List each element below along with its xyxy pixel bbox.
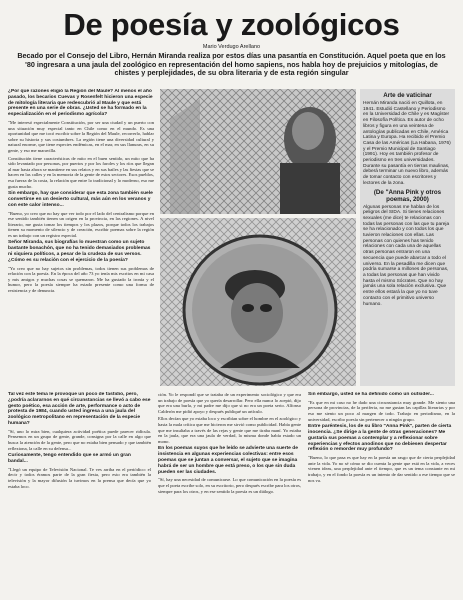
answer-paragraph: "Sí, hay una necesidad de comunicarse. Lo que comunicación en la poesía es que el poeta escribe solo, en su escritorio, pero después escribe para los otros, siempre para los otros, y en ese sentido la poesía es un diálogo. <box>158 477 301 494</box>
sidebar-poem: Algunas personas me hablan de los peligros del SIDA. Si tienes relaciones sexuales (me dice) te relacionas con todas las personas con las que tu pareja se ha relacionado y con todos los que tuvieron relaciones con ellas. Las personas con quienes has tenido relaciones con cada una de aquellas otras personas entraron en una secuencia que puede abarcar a todo el universo. En la pesadilla me dicen que podría sumarse a millones de personas, a todas las personas que han vivido hasta el mismo Sócrates. Que no hay jamás una sola relación exclusiva. Que entre ellos estará la que yo no tuve contacto con el primitivo universo humano. <box>363 204 450 307</box>
sidebar-bio: Hernán Miranda nació en Quillota, en 1941. Estudió Castellano y Periodismo en la Universidad de Chile y es Magíster en Filosofía Política. Es autor de ocho libros y figura en una veintena de antologías publicadas en Chile, América Latina y Europa. Ha recibido el Premio Casa de las Américas (La Habana, 1976) y el Premio Municipal de Santiago (1991). Hoy es también profesor de periodismo en tres universidades. Durante su pasantía en tierras maulinas, deberá terminar un nuevo libro, además de tomar contacto con escritores y lectores de la zona. <box>363 101 451 186</box>
mirror-image <box>160 218 356 386</box>
question-paragraph: Curiosamente, tengo entendido que se armó un gran bandal... <box>8 453 131 464</box>
byline: Mario Verdugo Arellano <box>202 44 261 50</box>
bottom-column-1 <box>8 392 151 594</box>
answer-paragraph: "Bueno, yo creo que no hay que ver todo por el lado del centralismo porque en ese sentido también tienen un origen en la provincia, en las regiones. A nivel literario, me gusta tomar los tiempos y los plazos, porque todos los trabajos tienen su momento de silencio y de creación, escribir poemas sobre la región es un trabajo con un registro especial. <box>8 210 154 238</box>
photo-image <box>160 89 356 214</box>
lead-paragraph: Becado por el Consejo del Libro, Hernán Miranda realiza por estos días una pasantía en Constitución. Aquel poeta que en los '80 ingresara a una jaula del zoológico en representación del homo sapiens, nos habla hoy de prejuicios y mitologías, de chistes y perplejidades, de su obra literaria y de esta región singular <box>17 51 446 78</box>
answer-paragraph: "Llegó un equipo de Televisión Nacional. Te ves arriba en el periódico: el decir y todos éramos parte de la gran fiesta, pero esto era también la televisión y la mayor difusión la tuvimos en la prensa que decía que yo estaba loco. <box>8 466 151 489</box>
photo-poet-top <box>160 89 356 214</box>
question-paragraph: Sin embargo, hay que considerar que esta zona también suele convertirse en un desierto cultural, más aún en los veranos y con este calor intenso... <box>8 191 153 208</box>
answer-paragraph: "Bueno, lo que pasa es que hay en la poesía un rasgo que de cierta perplejidad ante la vida. Yo no sé cómo se dio cuenta la gente que está en la vida, a veces vienen ideas, una perplejidad ante el tiempo, que es un tema constante en mi trabajo, y en el fondo la poesía es un intento de dar sentido a ese tiempo que se nos va. <box>308 455 455 483</box>
sidebar-box <box>360 89 455 386</box>
question-paragraph: Sin embargo, usted se ha definido como un outsider... <box>308 392 434 397</box>
question-paragraph: Entre paréntesis, los de su libro "Anna Pink", parten de cierta inocencia. ¿Se dirige a la gente de otras generaciones? Me gustaría sus poemas a contemplar y a reflexionar sobre experiencias y efectos anodinos que no debiesen despertar reflexión o remorder muy profundo? <box>308 424 452 453</box>
sidebar-poem-title: (De "Anna Pink y otros poemas, 2000) <box>373 188 442 203</box>
answer-paragraph: ción. Yo le respondí que se trataba de un experimento sociológico y que era un trabajo de poesía que yo quería desarrollar. Pero ella nunca lo aceptó, dijo que era una burla, y mi padre me dijo que si no era un poeta serio. Alfonso Calderón me pidió apoyo y después publiqué un artículo. <box>158 392 301 414</box>
question-paragraph: Señor Miranda, sus biografías lo muestran como un sujeto bastante bonachón, que no ha tenido demasiados problemas ni siquiera políticos, a pesar de la crudeza de sus versos. ¿Cómo es su relación con el ejercicio de la poesía? <box>8 240 151 263</box>
answer-paragraph: "Es que en mi caso no he dado una circunstancia muy grande. Me siento una persona de provincias, de la periferia, no me gustan las capillas literarias y por eso me siento un poco al margen de todo. Trabajo en periodismo, en la universidad, escribo poesía sin pertenecer a ningún grupo. <box>308 399 455 422</box>
sidebar-title: Arte de vaticinar <box>383 92 432 99</box>
bottom-column-3 <box>308 392 455 594</box>
bottom-column-2 <box>158 392 301 594</box>
left-column <box>8 89 154 385</box>
answer-paragraph: Ellos decían que yo estaba loco y escribían sobre el hombre en el zoológico y hasta la mala crítica que me hicieron me sirvió como publicidad. Había gente que me insultaba a través de las rejas y gente que me tiraba maní. Yo estaba en la jaula, que era una jaula de verdad, la misma donde había estado un mono. <box>158 416 301 444</box>
question-paragraph: En los poemas suyos que he leído se advierte una suerte de insistencia en algunas experiencias colectivas: entre esos poemas que se juntan a conversar, el sujeto que se imagina habrá de ser un hombre que está preso, o los que sin duda pueden ser las ciudades. <box>158 446 298 475</box>
answer-paragraph: "Me interesó especialmente Constitución, por ser una ciudad y un puerto con una situación muy especial tanto en Chile como en el mundo. Es una oportunidad que me tocó escribir sobre la Región del Maule, recorrerlo, hablar sobre su historia y sus costumbres. La región tiene una diversidad cultural y natural enorme, que tiene especies endémicas, en el mar, en sus llanuras, en su gente, y eso me maravilla. <box>8 119 154 153</box>
question-paragraph: Tal vez este tema le provoque un poco de fastidio, pero, ¿podría aclararnos en qué circunstancias se llevó a cabo ese gesto poético, esa acción de arte, performance o acto de protesta de 1984, cuando usted ingresa a una jaula del zoológico metropolitano en representación de la especie humana? <box>8 392 151 426</box>
photo-poet-mirror <box>160 218 356 386</box>
answer-paragraph: "Yo creo que no hay sujetos sin problemas, todos tienen sus problemas de relación con la poesía. En la época del año 73 yo tenía mis escritos en mi casa y mis amigos y muchas cosas se quemaron. Me ha gustado la ironía y el humor, pero la poesía siempre ha estado presente como una forma de resistencia y de denuncia. <box>8 265 154 294</box>
answer-paragraph: Constitución tiene características de mito en el buen sentido, un mito que ha sido levantado por personas, por puertos y por los faroles y los ríos que llegan al mar hasta ahora se mantiene en sus relatos y en sus bailes y las fiestas que se hacen en las calles y en la memoria de la gente de estos sectores. Esos pueblos, esa fuerza de la costa, la relación que entre lo tradicional y lo moderno, eso me gusta mucho. <box>8 155 154 189</box>
headline: De poesía y zoológicos <box>63 7 400 42</box>
answer-paragraph: "Sí, uno lo mira bien, cualquiera actividad poética puede parecer ridícula. Pensemos en un grupo de gente, grande, consigna por la calle en algo que busca la atención de la gente, pero que no estaba bien pensado y que también reflexiona, la calle en su defensa... <box>8 428 151 451</box>
question-paragraph: ¿Por qué razones eligió la Región del Maule? Al menos el año pasado, los becarios Cuevas y Rosenfelt hicieron una especie de mitología literaria que redescubrió al Maule y que está presente en una serie de obras. ¿Usted se ha formado en la especialización en el periodismo agrícola? <box>8 89 153 118</box>
